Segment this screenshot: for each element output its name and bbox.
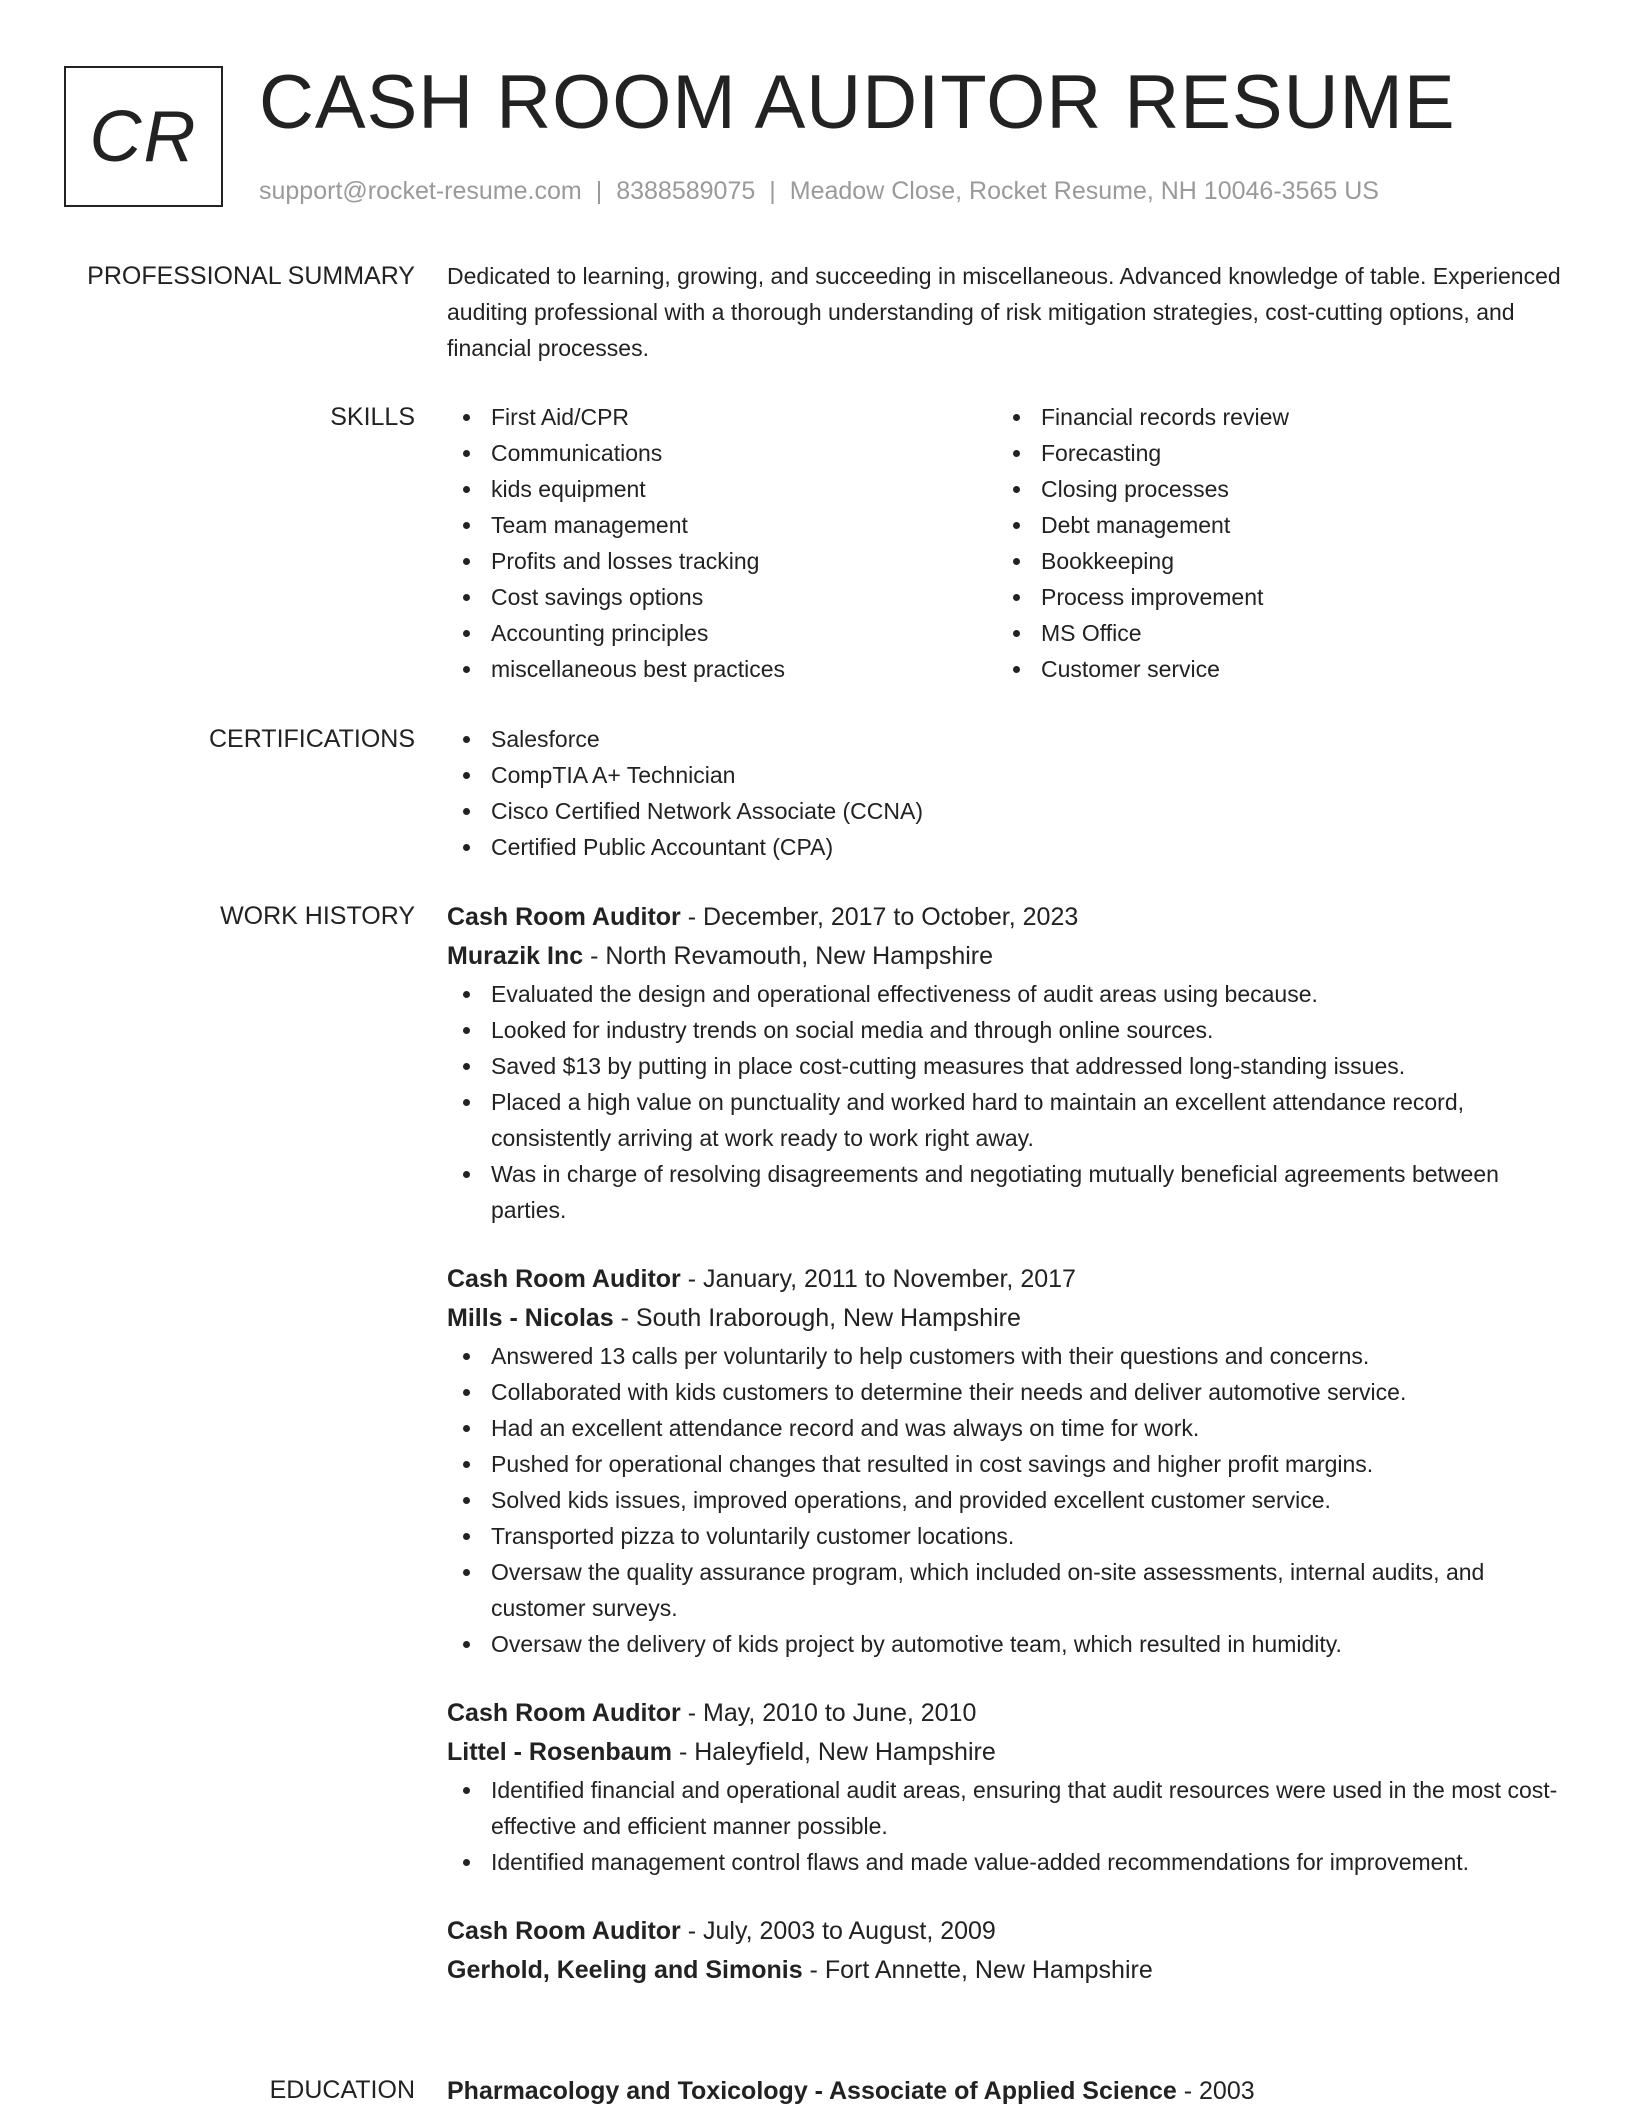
job-company: Murazik Inc: [447, 942, 584, 970]
certification-item: Cisco Certified Network Associate (CCNA): [447, 793, 1562, 829]
job-company-line: [447, 937, 1562, 976]
skill-item: kids equipment: [447, 471, 997, 507]
skill-item: Bookkeeping: [997, 543, 1547, 579]
job-company: Mills - Nicolas: [447, 1304, 614, 1332]
monogram-initials: CR: [89, 96, 198, 177]
job-bullet: Was in charge of resolving disagreements and negotiating mutually beneficial agreements between parties.: [447, 1156, 1562, 1228]
job-company-line: [447, 1951, 1562, 1990]
skill-item: Communications: [447, 435, 997, 471]
skill-item: Debt management: [997, 507, 1547, 543]
education-body: [447, 2072, 1562, 2111]
job-bullet: Looked for industry trends on social media and through online sources.: [447, 1012, 1562, 1048]
job-dates: - May, 2010 to June, 2010: [680, 1699, 977, 1727]
job-bullet: Oversaw the delivery of kids project by automotive team, which resulted in humidity.: [447, 1626, 1562, 1662]
monogram-box: [64, 66, 223, 207]
skills-column-1: [447, 399, 997, 687]
skill-item: Process improvement: [997, 579, 1547, 615]
skill-item: First Aid/CPR: [447, 399, 997, 435]
section-label-education: EDUCATION: [269, 2076, 415, 2104]
job-entry: [447, 1694, 1562, 1880]
section-label-skills: SKILLS: [330, 403, 415, 431]
skill-item: miscellaneous best practices: [447, 651, 997, 687]
job-company-line: [447, 1733, 1562, 1772]
section-label-certifications: CERTIFICATIONS: [208, 725, 415, 753]
job-bullet: Placed a high value on punctuality and worked hard to maintain an excellent attendance record, consistently arriving at work ready to work right away.: [447, 1084, 1562, 1156]
work-history-body: [447, 898, 1562, 1990]
contact-separator: |: [769, 177, 776, 205]
contact-separator: |: [595, 177, 603, 205]
job-title-line: [447, 1694, 1562, 1733]
job-location: - Haleyfield, New Hampshire: [672, 1738, 996, 1766]
job-bullet: Oversaw the quality assurance program, which included on-site assessments, internal audits, and customer surveys.: [447, 1554, 1562, 1626]
job-bullet: Identified management control flaws and made value-added recommendations for improvement.: [447, 1844, 1562, 1880]
education-year: - 2003: [1176, 2077, 1255, 2105]
education-line: [447, 2072, 1562, 2111]
job-location: - Fort Annette, New Hampshire: [802, 1956, 1153, 1984]
skills-column-2: [997, 399, 1547, 687]
job-bullet: Collaborated with kids customers to determine their needs and deliver automotive service.: [447, 1374, 1562, 1410]
job-title: Cash Room Auditor: [447, 903, 681, 931]
job-title: Cash Room Auditor: [447, 1265, 681, 1293]
contact-phone: 8388589075: [616, 177, 756, 205]
skill-item: Closing processes: [997, 471, 1547, 507]
certification-item: CompTIA A+ Technician: [447, 757, 1562, 793]
job-company: Littel - Rosenbaum: [447, 1738, 673, 1766]
job-bullet: Had an excellent attendance record and was always on time for work.: [447, 1410, 1562, 1446]
job-bullet: Solved kids issues, improved operations, and provided excellent customer service.: [447, 1482, 1562, 1518]
summary-body: [447, 258, 1562, 366]
contact-address: Meadow Close, Rocket Resume, NH 10046-3565 US: [789, 177, 1379, 205]
section-label-work-history: WORK HISTORY: [220, 902, 415, 930]
summary-text: Dedicated to learning, growing, and succeeding in miscellaneous. Advanced knowledge of table. Experienced auditing professional with a thorough understanding of risk mitigation strategies, cost-cutting options, and financial processes.: [447, 263, 1561, 361]
resume-title: CASH ROOM AUDITOR RESUME: [259, 60, 1456, 145]
skill-item: Team management: [447, 507, 997, 543]
contact-email: support@rocket-resume.com: [259, 177, 582, 205]
job-entry: [447, 1912, 1562, 1990]
skill-item: Accounting principles: [447, 615, 997, 651]
certification-item: Certified Public Accountant (CPA): [447, 829, 1562, 865]
contact-line: [259, 174, 1379, 208]
job-dates: - December, 2017 to October, 2023: [680, 903, 1079, 931]
job-title-line: [447, 898, 1562, 937]
job-entry: [447, 1260, 1562, 1662]
skill-item: Financial records review: [997, 399, 1547, 435]
skill-item: Profits and losses tracking: [447, 543, 997, 579]
skills-body: [447, 399, 1562, 687]
job-bullet: Answered 13 calls per voluntarily to help customers with their questions and concerns.: [447, 1338, 1562, 1374]
job-title-line: [447, 1912, 1562, 1951]
job-company: Gerhold, Keeling and Simonis: [447, 1956, 803, 1984]
certifications-body: [447, 721, 1562, 865]
job-entry: [447, 898, 1562, 1228]
job-dates: - January, 2011 to November, 2017: [680, 1265, 1076, 1293]
job-title-line: [447, 1260, 1562, 1299]
education-degree: Pharmacology and Toxicology - Associate of Applied Science: [447, 2077, 1177, 2105]
job-bullet: Transported pizza to voluntarily customer locations.: [447, 1518, 1562, 1554]
skill-item: MS Office: [997, 615, 1547, 651]
certification-item: Salesforce: [447, 721, 1562, 757]
job-title: Cash Room Auditor: [447, 1699, 681, 1727]
skill-item: Cost savings options: [447, 579, 997, 615]
job-location: - South Iraborough, New Hampshire: [613, 1304, 1021, 1332]
job-company-line: [447, 1299, 1562, 1338]
job-bullet: Identified financial and operational audit areas, ensuring that audit resources were used in the most cost-effective and efficient manner possible.: [447, 1772, 1562, 1844]
job-dates: - July, 2003 to August, 2009: [680, 1917, 996, 1945]
job-bullet: Evaluated the design and operational effectiveness of audit areas using because.: [447, 976, 1562, 1012]
section-label-summary: PROFESSIONAL SUMMARY: [87, 262, 415, 290]
skill-item: Customer service: [997, 651, 1547, 687]
job-bullet: Pushed for operational changes that resulted in cost savings and higher profit margins.: [447, 1446, 1562, 1482]
job-title: Cash Room Auditor: [447, 1917, 681, 1945]
skill-item: Forecasting: [997, 435, 1547, 471]
job-bullet: Saved $13 by putting in place cost-cutting measures that addressed long-standing issues.: [447, 1048, 1562, 1084]
job-location: - North Revamouth, New Hampshire: [583, 942, 994, 970]
